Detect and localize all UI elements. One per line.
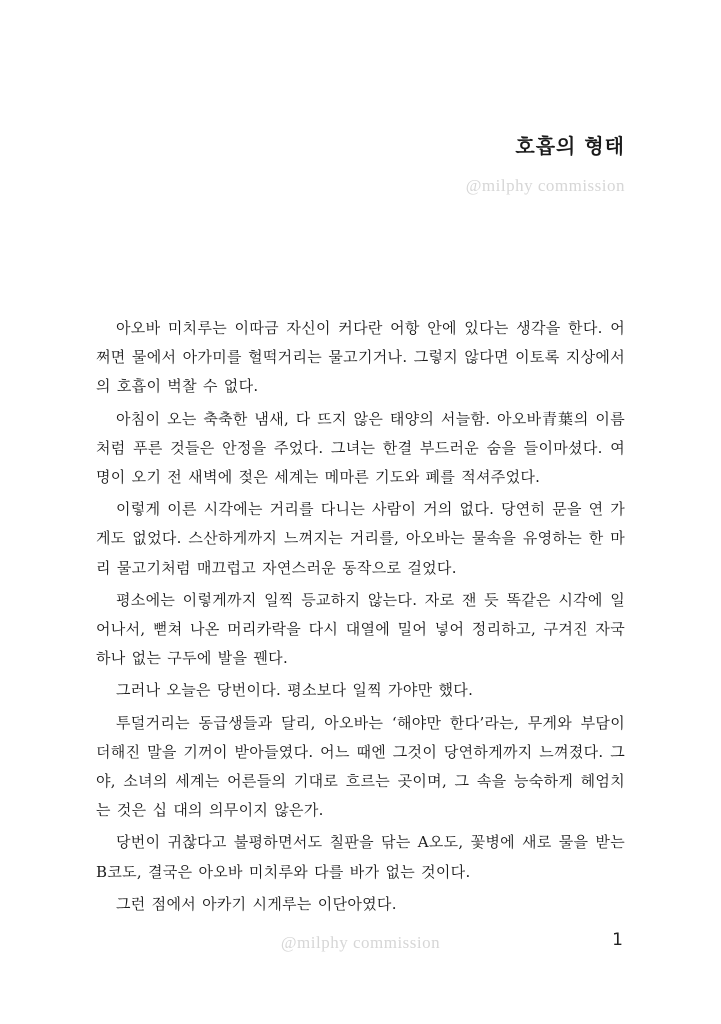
paragraph: 당번이 귀찮다고 불평하면서도 칠판을 닦는 A오도, 꽃병에 새로 물을 받는 B코도, 결국은 아오바 미치루와 다를 바가 없는 것이다. (96, 833, 625, 881)
paragraph: 평소에는 이렇게까지 일찍 등교하지 않는다. 자로 잰 듯 똑같은 시각에 일어나서, 뻗쳐 나온 머리카락을 다시 대열에 밀어 넣어 정리하고, 구겨진 자국 하나 없는 구두에 발을 꿴다. (96, 590, 625, 668)
paragraph: 아침이 오는 축축한 냄새, 다 뜨지 않은 태양의 서늘함. 아오바青葉의 이름처럼 푸른 것들은 안정을 주었다. 그녀는 한결 부드러운 숨을 들이마셨다. 여명이 오기 전 새벽에 젖은 세계는 메마른 기도와 폐를 적셔주었다. (96, 409, 625, 487)
paragraph: 아오바 미치루는 이따금 자신이 커다란 어항 안에 있다는 생각을 한다. 어쩌면 물에서 아가미를 헐떡거리는 물고기거나. 그렇지 않다면 이토록 지상에서의 호흡이 벅찰 수 없다. (96, 319, 625, 396)
page-title: 호흡의 형태 (515, 134, 625, 158)
body-text (96, 314, 625, 922)
paragraph: 그러나 오늘은 당번이다. 평소보다 일찍 가야만 했다. (116, 681, 474, 700)
page-number: 1 (612, 930, 623, 950)
paragraph: 이렇게 이른 시각에는 거리를 다니는 사람이 거의 없다. 당연히 문을 연 가게도 없었다. 스산하게까지 느껴지는 거리를, 아오바는 물속을 유영하는 한 마리 물고기처럼 매끄럽고 자연스러운 동작으로 걸었다. (96, 500, 625, 577)
paragraph: 그런 점에서 아카기 시게루는 이단아였다. (116, 894, 397, 913)
watermark-bottom: @milphy commission (280, 933, 441, 952)
watermark-top: @milphy commission (465, 176, 625, 195)
paragraph: 투덜거리는 동급생들과 달리, 아오바는 ‘해야만 한다’라는, 무게와 부담이 더해진 말을 기꺼이 받아들였다. 어느 때엔 그것이 당연하게까지 느껴졌다. 그야, 소녀의 세계는 어른들의 기대로 흐르는 곳이며, 그 속을 능숙하게 헤엄치는 것은 십 대의 의무이지 않은가. (96, 713, 625, 820)
